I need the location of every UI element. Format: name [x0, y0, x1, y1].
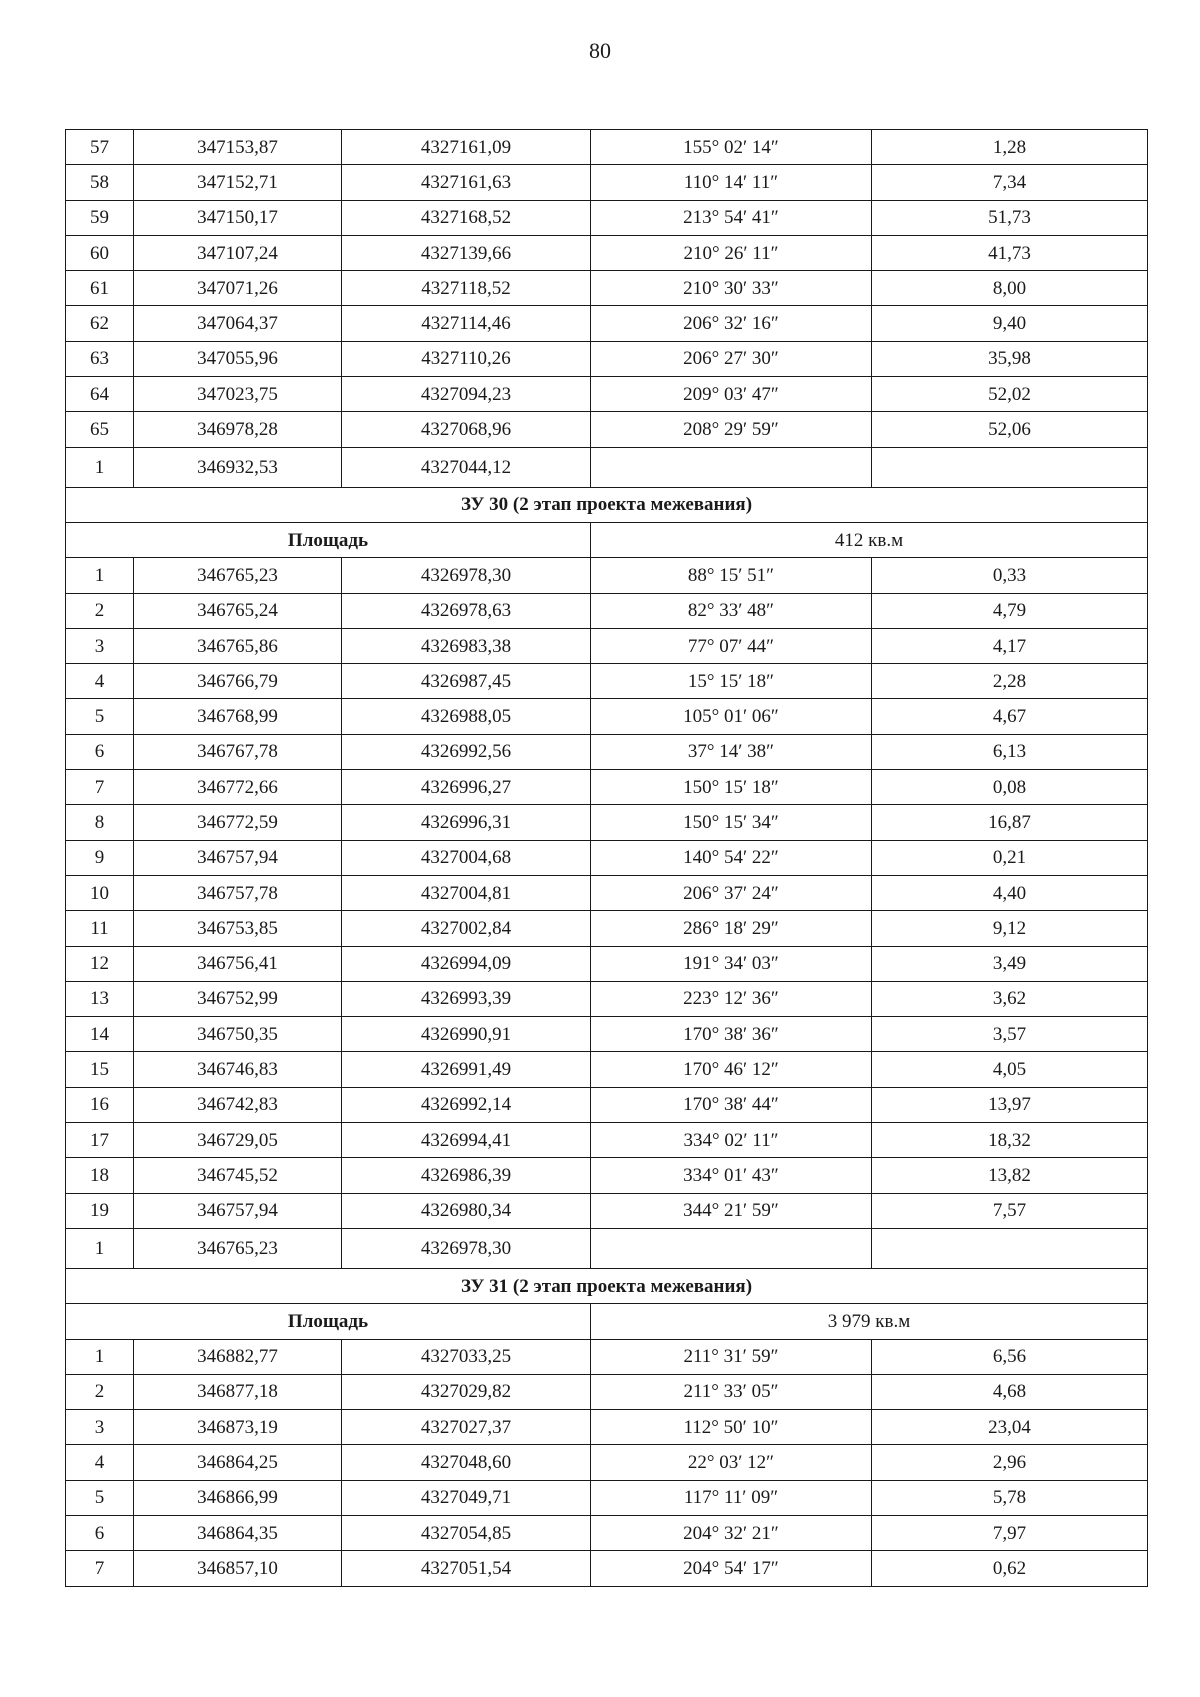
distance-cell: 16,87: [872, 805, 1148, 840]
x-coordinate-cell: 347153,87: [134, 130, 342, 165]
table-row: [66, 1193, 1148, 1228]
distance-cell: 4,79: [872, 593, 1148, 628]
bearing-cell: 37° 14′ 38″: [591, 734, 872, 769]
point-number-cell: 10: [66, 875, 134, 910]
y-coordinate-cell: 4327029,82: [342, 1374, 591, 1409]
point-number-cell: 63: [66, 341, 134, 376]
bearing-cell: 112° 50′ 10″: [591, 1410, 872, 1445]
x-coordinate-cell: 347055,96: [134, 341, 342, 376]
table-row: [66, 981, 1148, 1016]
table-row: [66, 734, 1148, 769]
y-coordinate-cell: 4326992,56: [342, 734, 591, 769]
distance-cell: 41,73: [872, 235, 1148, 270]
point-number-cell: 7: [66, 1551, 134, 1586]
bearing-cell: 211° 33′ 05″: [591, 1374, 872, 1409]
point-number-cell: 1: [66, 447, 134, 487]
point-number-cell: 1: [66, 1339, 134, 1374]
point-number-cell: 6: [66, 1515, 134, 1550]
coordinates-table-body: [66, 130, 1148, 1587]
x-coordinate-cell: 346750,35: [134, 1017, 342, 1052]
x-coordinate-cell: 346765,23: [134, 558, 342, 593]
distance-cell: 3,49: [872, 946, 1148, 981]
bearing-cell: 344° 21′ 59″: [591, 1193, 872, 1228]
y-coordinate-cell: 4326993,39: [342, 981, 591, 1016]
x-coordinate-cell: 347150,17: [134, 200, 342, 235]
section-title: ЗУ 31 (2 этап проекта межевания): [66, 1268, 1148, 1303]
table-row: [66, 1052, 1148, 1087]
distance-cell: 8,00: [872, 271, 1148, 306]
distance-cell: 3,62: [872, 981, 1148, 1016]
bearing-cell: 213° 54′ 41″: [591, 200, 872, 235]
distance-cell: 35,98: [872, 341, 1148, 376]
distance-cell: 5,78: [872, 1480, 1148, 1515]
table-row: [66, 130, 1148, 165]
y-coordinate-cell: 4326996,27: [342, 770, 591, 805]
point-number-cell: 15: [66, 1052, 134, 1087]
section-title-row: [66, 1268, 1148, 1303]
bearing-cell: 334° 01′ 43″: [591, 1158, 872, 1193]
point-number-cell: 13: [66, 981, 134, 1016]
point-number-cell: 12: [66, 946, 134, 981]
bearing-cell: [591, 447, 872, 487]
x-coordinate-cell: 346766,79: [134, 664, 342, 699]
table-row: [66, 1480, 1148, 1515]
y-coordinate-cell: 4326990,91: [342, 1017, 591, 1052]
point-number-cell: 1: [66, 558, 134, 593]
y-coordinate-cell: 4327168,52: [342, 200, 591, 235]
y-coordinate-cell: 4327094,23: [342, 377, 591, 412]
table-row: [66, 770, 1148, 805]
x-coordinate-cell: 346768,99: [134, 699, 342, 734]
point-number-cell: 65: [66, 412, 134, 447]
distance-cell: 9,12: [872, 911, 1148, 946]
point-number-cell: 5: [66, 1480, 134, 1515]
distance-cell: 23,04: [872, 1410, 1148, 1445]
distance-cell: 52,02: [872, 377, 1148, 412]
distance-cell: 0,33: [872, 558, 1148, 593]
distance-cell: [872, 447, 1148, 487]
y-coordinate-cell: 4327027,37: [342, 1410, 591, 1445]
table-row: [66, 1551, 1148, 1586]
y-coordinate-cell: 4327068,96: [342, 412, 591, 447]
bearing-cell: 191° 34′ 03″: [591, 946, 872, 981]
x-coordinate-cell: 346873,19: [134, 1410, 342, 1445]
bearing-cell: 210° 30′ 33″: [591, 271, 872, 306]
bearing-cell: 150° 15′ 18″: [591, 770, 872, 805]
area-row: [66, 522, 1148, 557]
bearing-cell: 110° 14′ 11″: [591, 165, 872, 200]
bearing-cell: [591, 1228, 872, 1268]
point-number-cell: 59: [66, 200, 134, 235]
bearing-cell: 208° 29′ 59″: [591, 412, 872, 447]
bearing-cell: 204° 32′ 21″: [591, 1515, 872, 1550]
point-number-cell: 16: [66, 1087, 134, 1122]
distance-cell: 4,68: [872, 1374, 1148, 1409]
x-coordinate-cell: 346757,94: [134, 1193, 342, 1228]
y-coordinate-cell: 4326994,09: [342, 946, 591, 981]
table-row: [66, 1017, 1148, 1052]
point-number-cell: 8: [66, 805, 134, 840]
distance-cell: 0,08: [872, 770, 1148, 805]
area-label: Площадь: [66, 522, 591, 557]
y-coordinate-cell: 4327044,12: [342, 447, 591, 487]
x-coordinate-cell: 346757,94: [134, 840, 342, 875]
x-coordinate-cell: 346745,52: [134, 1158, 342, 1193]
distance-cell: 4,17: [872, 628, 1148, 663]
y-coordinate-cell: 4327161,09: [342, 130, 591, 165]
y-coordinate-cell: 4327110,26: [342, 341, 591, 376]
x-coordinate-cell: 346864,25: [134, 1445, 342, 1480]
area-label: Площадь: [66, 1304, 591, 1339]
y-coordinate-cell: 4326992,14: [342, 1087, 591, 1122]
y-coordinate-cell: 4326978,30: [342, 1228, 591, 1268]
x-coordinate-cell: 346866,99: [134, 1480, 342, 1515]
table-row: [66, 1339, 1148, 1374]
coordinates-table: [65, 129, 1148, 1587]
distance-cell: 2,96: [872, 1445, 1148, 1480]
y-coordinate-cell: 4326978,63: [342, 593, 591, 628]
bearing-cell: 88° 15′ 51″: [591, 558, 872, 593]
y-coordinate-cell: 4327139,66: [342, 235, 591, 270]
point-number-cell: 4: [66, 664, 134, 699]
y-coordinate-cell: 4326994,41: [342, 1123, 591, 1158]
x-coordinate-cell: 346772,66: [134, 770, 342, 805]
x-coordinate-cell: 346753,85: [134, 911, 342, 946]
distance-cell: 0,62: [872, 1551, 1148, 1586]
x-coordinate-cell: 346746,83: [134, 1052, 342, 1087]
table-row: [66, 875, 1148, 910]
distance-cell: 6,13: [872, 734, 1148, 769]
y-coordinate-cell: 4327054,85: [342, 1515, 591, 1550]
bearing-cell: 77° 07′ 44″: [591, 628, 872, 663]
table-row: [66, 946, 1148, 981]
distance-cell: 4,05: [872, 1052, 1148, 1087]
table-row: [66, 805, 1148, 840]
distance-cell: 13,82: [872, 1158, 1148, 1193]
table-row: [66, 377, 1148, 412]
distance-cell: 4,67: [872, 699, 1148, 734]
y-coordinate-cell: 4326996,31: [342, 805, 591, 840]
x-coordinate-cell: 346857,10: [134, 1551, 342, 1586]
distance-cell: 4,40: [872, 875, 1148, 910]
bearing-cell: 22° 03′ 12″: [591, 1445, 872, 1480]
distance-cell: 9,40: [872, 306, 1148, 341]
bearing-cell: 286° 18′ 29″: [591, 911, 872, 946]
table-row: [66, 306, 1148, 341]
x-coordinate-cell: 346767,78: [134, 734, 342, 769]
table-row: [66, 1445, 1148, 1480]
point-number-cell: 7: [66, 770, 134, 805]
point-number-cell: 60: [66, 235, 134, 270]
y-coordinate-cell: 4326986,39: [342, 1158, 591, 1193]
point-number-cell: 18: [66, 1158, 134, 1193]
y-coordinate-cell: 4326991,49: [342, 1052, 591, 1087]
area-row: [66, 1304, 1148, 1339]
y-coordinate-cell: 4327033,25: [342, 1339, 591, 1374]
point-number-cell: 19: [66, 1193, 134, 1228]
table-row: [66, 664, 1148, 699]
section-title: ЗУ 30 (2 этап проекта межевания): [66, 487, 1148, 522]
x-coordinate-cell: 346978,28: [134, 412, 342, 447]
x-coordinate-cell: 346757,78: [134, 875, 342, 910]
table-row: [66, 628, 1148, 663]
point-number-cell: 62: [66, 306, 134, 341]
distance-cell: 7,57: [872, 1193, 1148, 1228]
table-row: [66, 165, 1148, 200]
distance-cell: 0,21: [872, 840, 1148, 875]
bearing-cell: 155° 02′ 14″: [591, 130, 872, 165]
y-coordinate-cell: 4327114,46: [342, 306, 591, 341]
bearing-cell: 140° 54′ 22″: [591, 840, 872, 875]
distance-cell: 6,56: [872, 1339, 1148, 1374]
table-row: [66, 341, 1148, 376]
y-coordinate-cell: 4327051,54: [342, 1551, 591, 1586]
bearing-cell: 150° 15′ 34″: [591, 805, 872, 840]
point-number-cell: 3: [66, 628, 134, 663]
point-number-cell: 58: [66, 165, 134, 200]
point-number-cell: 61: [66, 271, 134, 306]
x-coordinate-cell: 346932,53: [134, 447, 342, 487]
y-coordinate-cell: 4326983,38: [342, 628, 591, 663]
bearing-cell: 206° 27′ 30″: [591, 341, 872, 376]
y-coordinate-cell: 4327004,68: [342, 840, 591, 875]
y-coordinate-cell: 4327049,71: [342, 1480, 591, 1515]
table-row: [66, 840, 1148, 875]
closing-row: [66, 1228, 1148, 1268]
y-coordinate-cell: 4327002,84: [342, 911, 591, 946]
table-row: [66, 911, 1148, 946]
table-row: [66, 200, 1148, 235]
point-number-cell: 6: [66, 734, 134, 769]
table-row: [66, 1158, 1148, 1193]
bearing-cell: 211° 31′ 59″: [591, 1339, 872, 1374]
x-coordinate-cell: 346765,24: [134, 593, 342, 628]
x-coordinate-cell: 346752,99: [134, 981, 342, 1016]
x-coordinate-cell: 346765,86: [134, 628, 342, 663]
point-number-cell: 57: [66, 130, 134, 165]
distance-cell: 51,73: [872, 200, 1148, 235]
table-row: [66, 1410, 1148, 1445]
x-coordinate-cell: 347107,24: [134, 235, 342, 270]
x-coordinate-cell: 346756,41: [134, 946, 342, 981]
y-coordinate-cell: 4327118,52: [342, 271, 591, 306]
bearing-cell: 206° 32′ 16″: [591, 306, 872, 341]
point-number-cell: 3: [66, 1410, 134, 1445]
x-coordinate-cell: 347023,75: [134, 377, 342, 412]
bearing-cell: 210° 26′ 11″: [591, 235, 872, 270]
x-coordinate-cell: 347152,71: [134, 165, 342, 200]
bearing-cell: 170° 38′ 44″: [591, 1087, 872, 1122]
table-row: [66, 558, 1148, 593]
distance-cell: 1,28: [872, 130, 1148, 165]
table-row: [66, 593, 1148, 628]
bearing-cell: 170° 46′ 12″: [591, 1052, 872, 1087]
x-coordinate-cell: 346742,83: [134, 1087, 342, 1122]
section-title-row: [66, 487, 1148, 522]
distance-cell: 7,97: [872, 1515, 1148, 1550]
area-value: 3 979 кв.м: [591, 1304, 1148, 1339]
distance-cell: 18,32: [872, 1123, 1148, 1158]
point-number-cell: 4: [66, 1445, 134, 1480]
point-number-cell: 64: [66, 377, 134, 412]
x-coordinate-cell: 347064,37: [134, 306, 342, 341]
table-row: [66, 699, 1148, 734]
x-coordinate-cell: 346864,35: [134, 1515, 342, 1550]
x-coordinate-cell: 346765,23: [134, 1228, 342, 1268]
bearing-cell: 206° 37′ 24″: [591, 875, 872, 910]
bearing-cell: 117° 11′ 09″: [591, 1480, 872, 1515]
table-row: [66, 412, 1148, 447]
bearing-cell: 170° 38′ 36″: [591, 1017, 872, 1052]
point-number-cell: 2: [66, 593, 134, 628]
page-number: 80: [589, 38, 611, 63]
bearing-cell: 105° 01′ 06″: [591, 699, 872, 734]
y-coordinate-cell: 4326988,05: [342, 699, 591, 734]
bearing-cell: 334° 02′ 11″: [591, 1123, 872, 1158]
point-number-cell: 17: [66, 1123, 134, 1158]
bearing-cell: 15° 15′ 18″: [591, 664, 872, 699]
distance-cell: 2,28: [872, 664, 1148, 699]
table-row: [66, 1515, 1148, 1550]
distance-cell: [872, 1228, 1148, 1268]
closing-row: [66, 447, 1148, 487]
table-row: [66, 271, 1148, 306]
x-coordinate-cell: 347071,26: [134, 271, 342, 306]
point-number-cell: 2: [66, 1374, 134, 1409]
x-coordinate-cell: 346877,18: [134, 1374, 342, 1409]
bearing-cell: 82° 33′ 48″: [591, 593, 872, 628]
y-coordinate-cell: 4326987,45: [342, 664, 591, 699]
x-coordinate-cell: 346882,77: [134, 1339, 342, 1374]
bearing-cell: 204° 54′ 17″: [591, 1551, 872, 1586]
bearing-cell: 223° 12′ 36″: [591, 981, 872, 1016]
bearing-cell: 209° 03′ 47″: [591, 377, 872, 412]
x-coordinate-cell: 346729,05: [134, 1123, 342, 1158]
distance-cell: 3,57: [872, 1017, 1148, 1052]
y-coordinate-cell: 4327004,81: [342, 875, 591, 910]
table-row: [66, 1123, 1148, 1158]
x-coordinate-cell: 346772,59: [134, 805, 342, 840]
y-coordinate-cell: 4327048,60: [342, 1445, 591, 1480]
point-number-cell: 9: [66, 840, 134, 875]
distance-cell: 52,06: [872, 412, 1148, 447]
point-number-cell: 5: [66, 699, 134, 734]
area-value: 412 кв.м: [591, 522, 1148, 557]
point-number-cell: 14: [66, 1017, 134, 1052]
point-number-cell: 1: [66, 1228, 134, 1268]
y-coordinate-cell: 4327161,63: [342, 165, 591, 200]
table-row: [66, 235, 1148, 270]
point-number-cell: 11: [66, 911, 134, 946]
table-row: [66, 1087, 1148, 1122]
y-coordinate-cell: 4326978,30: [342, 558, 591, 593]
distance-cell: 7,34: [872, 165, 1148, 200]
table-row: [66, 1374, 1148, 1409]
distance-cell: 13,97: [872, 1087, 1148, 1122]
y-coordinate-cell: 4326980,34: [342, 1193, 591, 1228]
